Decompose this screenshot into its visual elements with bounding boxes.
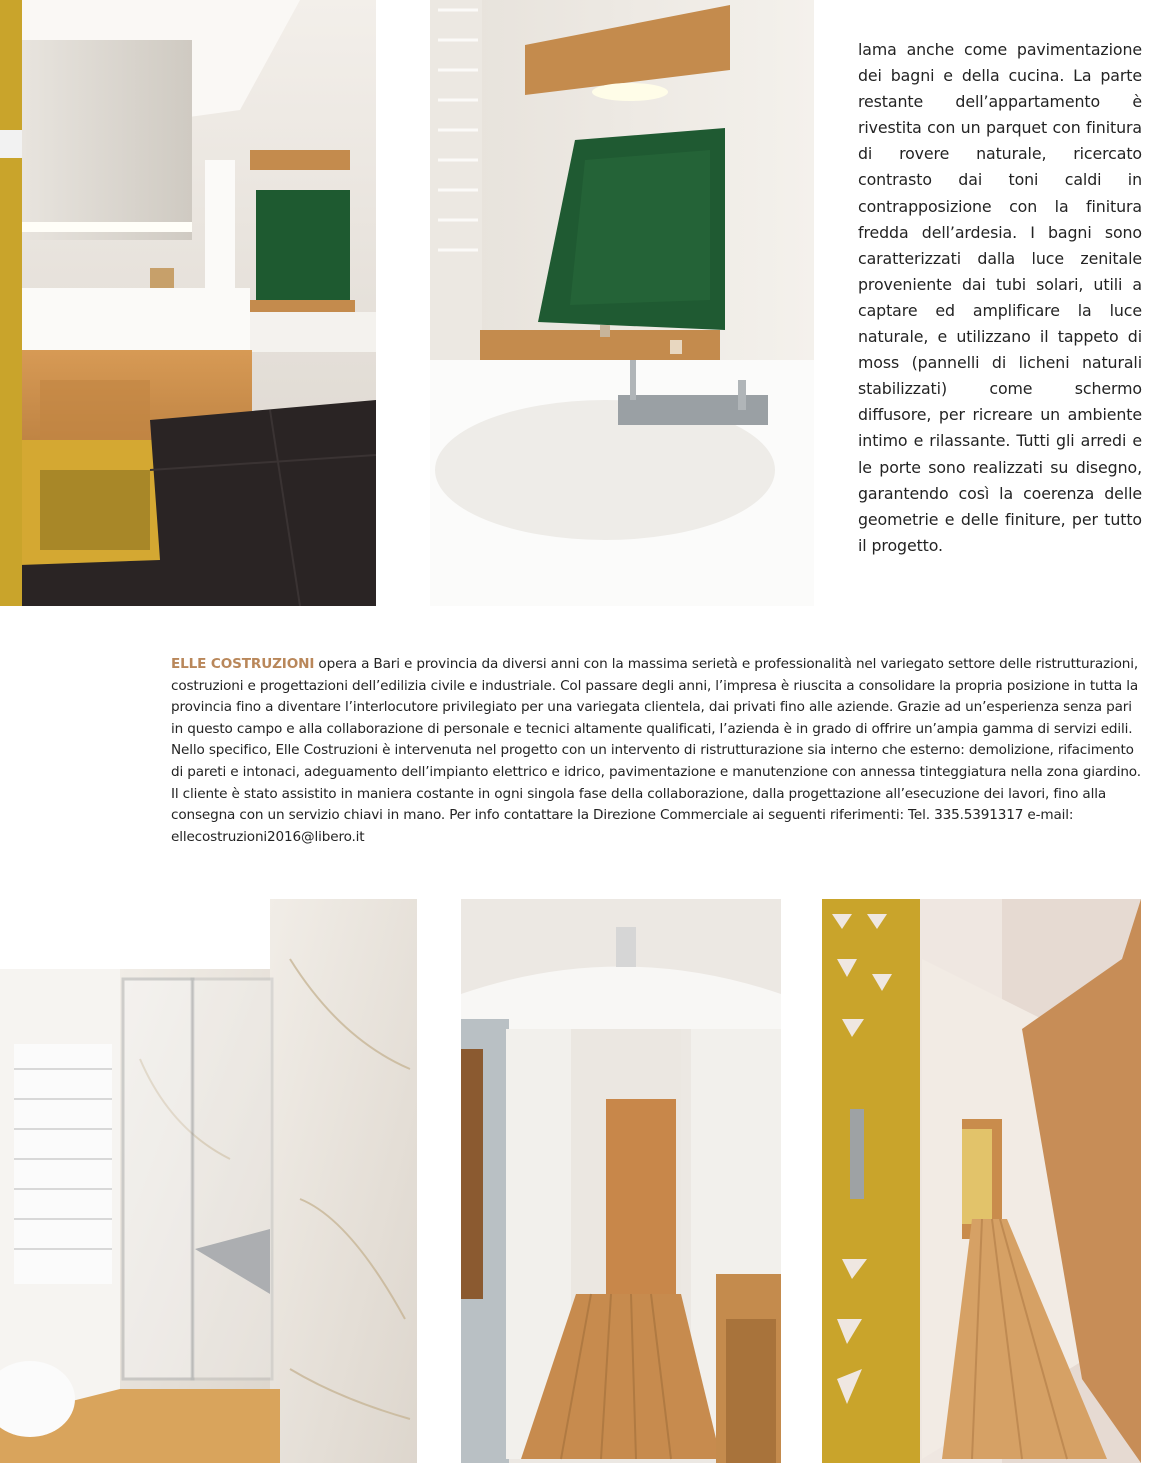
photo-entrance-corridor [461,899,781,1463]
article-column-text: lama anche come pavimentazione dei bagni e della cucina. La parte restante dell’appartamento è rivestita con un parquet con finitura di rovere naturale, ricercato contrasto dai toni caldi in contrapposizione con la finitura fredda dell’ardesia. I bagni sono caratterizzati dalla luce zenitale proveniente dai tubi solari, utili a captare ed amplificare la luce naturale, e utilizzano il tappeto di moss (pannelli di licheni naturali stabilizzati) come schermo diffusore, per ricreare un ambiente intimo e rilassante. Tutti gli arredi e le porte sono realizzati su disegno, garantendo così la coerenza delle geometrie e delle finiture, per tutto il progetto. [858,40,1142,555]
company-name: ELLE COSTRUZIONI [171,656,315,672]
photo-hallway-mustard-door [822,899,1141,1463]
photo-bathtub-moss-wall [430,0,814,606]
photo-bathroom-vanity [0,0,376,606]
company-text: opera a Bari e provincia da diversi anni con la massima serietà e professionalità nel variegato settore delle ristrutturazioni, costruzioni e progettazioni dell’edilizia civile e industriale. Col passare degli anni, l’impresa è riuscita a consolidare la propria posizione in tutta la provincia fino a diventare l’interlocutore privilegiato per una variegata clientela, dai privati fino alle aziende. Grazie ad un’esperienza senza pari in questo campo e alla collaborazione di personale e tecnici altamente qualificati, l’azienda è in grado di offrire un’ampia gamma di servizi edili. Nello specifico, Elle Costruzioni è intervenuta nel progetto con un intervento di ristrutturazione sia interno che esterno: demolizione, rifacimento di pareti e intonaci, adeguamento dell’impianto elettrico e idrico, pavimentazione e manutenzione con annessa tinteggiatura nella zona giardino. Il cliente è stato assistito in maniera costante in ogni singola fase della collaborazione, dalla progettazione all’esecuzione dei lavori, fino alla consegna con un servizio chiavi in mano. Per info contattare la Direzione Commerciale ai seguenti riferimenti: Tel. 335.5391317 e-mail: ellecostruzioni2016@libero.it [171,656,1141,845]
company-description [171,654,1141,848]
photo-marble-shower [0,899,417,1463]
